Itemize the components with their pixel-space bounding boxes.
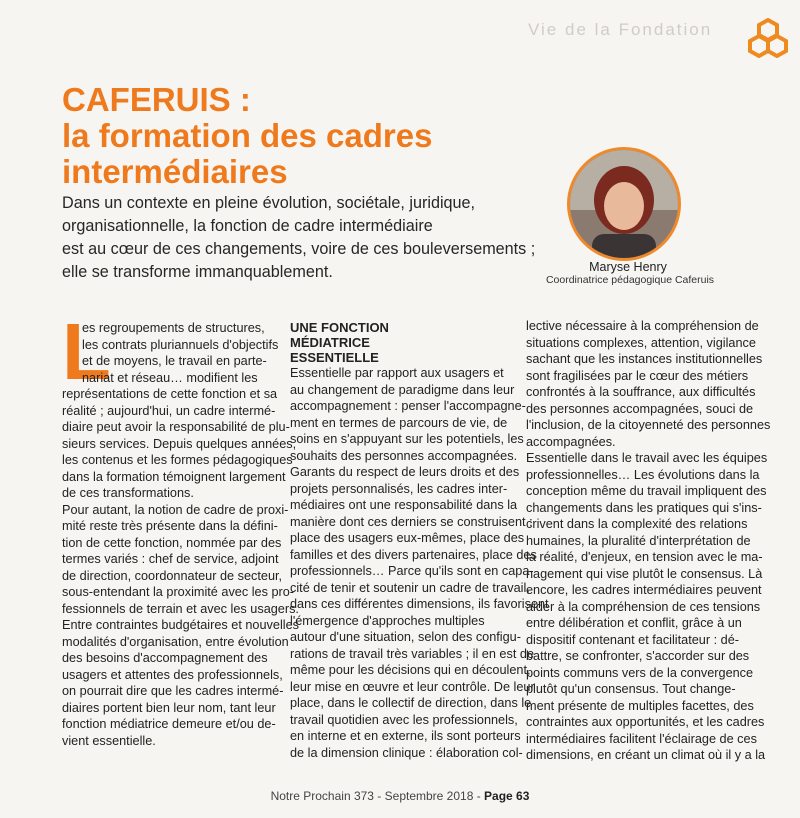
text-line: réalité ; aujourd'hui, un cadre intermé- — [62, 403, 276, 418]
text-line: intermédiaires facilitent l'éclairage de ces — [526, 731, 757, 746]
text-line: les contrats pluriannuels d'objectifs — [82, 337, 279, 352]
text-line: cité de tenir et soutenir un cadre de travail, — [290, 580, 530, 595]
text-line: leur mise en œuvre et leur contrôle. De leur — [290, 679, 535, 694]
text-line: Entre contraintes budgétaires et nouvelles — [62, 618, 299, 632]
portrait-role: Coordinatrice pédagogique Caferuis — [545, 274, 715, 286]
title-line: intermédiaires — [62, 153, 288, 190]
text-line: les contenus et les formes pédagogiques — [62, 453, 293, 467]
text-line: projets personnalisés, les cadres inter- — [290, 481, 508, 496]
text-line: sont fragilisées par le cœur des métiers — [526, 368, 749, 383]
text-line: autour d'une situation, selon des configu- — [290, 630, 521, 644]
text-line: sous-entendant la proximité avec les pro- — [62, 585, 295, 599]
intro-line: organisationnelle, la fonction de cadre intermédiaire — [62, 217, 433, 235]
text-line: nagement qui vise plutôt le consensus. Là — [526, 566, 763, 581]
section-subhead: ESSENTIELLE — [290, 350, 379, 365]
text-line: Essentielle par rapport aux usagers et — [290, 366, 504, 380]
text-line: ment présente de multiples facettes, des — [526, 698, 754, 713]
text-line: et de moyens, le travail en parte- — [82, 354, 267, 368]
article-title — [62, 82, 532, 190]
text-line: lective nécessaire à la compréhension de — [526, 319, 759, 333]
column-2 — [290, 320, 549, 761]
text-line: entre délibération et conflit, grâce à un — [526, 616, 742, 630]
text-line: termes variés : chef de service, adjoint — [62, 552, 279, 566]
text-line: plutôt qu'un consensus. Tout change- — [526, 682, 736, 696]
text-line: modalités d'organisation, entre évolution — [62, 634, 289, 649]
footer-text: Notre Prochain 373 - Septembre 2018 - — [270, 789, 485, 803]
text-line: des besoins d'accompagnement des — [62, 651, 268, 665]
text-line: usagers et attentes des professionnels, — [62, 667, 283, 682]
text-line: de ces transformations. — [62, 486, 194, 500]
text-line: place des usagers eux-mêmes, place des — [290, 531, 525, 545]
portrait-illustration — [570, 150, 678, 258]
text-line: médiaires ont une responsabilité dans la — [290, 498, 518, 512]
column-1 — [62, 320, 299, 749]
text-line: Essentielle dans le travail avec les équipes — [526, 451, 768, 465]
section-tag: Vie de la Fondation — [528, 20, 713, 39]
text-line: mité reste très présente dans la défini- — [62, 519, 278, 533]
text-line: accompagnées. — [526, 434, 616, 449]
title-line: la formation des cadres — [62, 117, 433, 154]
text-line: diaire peut avoir la responsabilité de plu- — [62, 420, 290, 434]
text-line: situations complexes, attention, vigilance — [526, 335, 756, 350]
text-line: représentations de cette fonction et sa — [62, 387, 278, 401]
column-3 — [526, 318, 771, 764]
text-line: confrontés à la souffrance, aux difficultés — [526, 385, 756, 399]
text-line: Garants du respect de leurs droits et des — [290, 465, 520, 479]
text-line: fonction médiatrice demeure et/ou de- — [62, 717, 276, 731]
intro-line: est au cœur de ces changements, voire de ces bouleversements ; — [62, 240, 536, 258]
text-line: la réalité, d'enjeux, en tension avec le ma- — [526, 550, 763, 564]
text-line: crivent dans la complexité des relations — [526, 517, 748, 531]
section-subhead: MÉDIATRICE — [290, 335, 370, 350]
text-line: l'émergence d'approches multiples — [290, 613, 485, 628]
text-line: fessionnels de terrain et avec les usagers. — [62, 601, 299, 616]
text-line: points communs vers de la convergence — [526, 665, 754, 680]
intro-line: elle se transforme immanquablement. — [62, 263, 333, 281]
section-subhead: UNE FONCTION — [290, 320, 389, 335]
text-line: même pour les décisions qui en découlent, — [290, 663, 531, 677]
text-line: sachant que les instances institutionnelles — [526, 352, 763, 366]
text-line: manière dont ces derniers se construisent : — [290, 514, 533, 529]
text-line: soins en s'appuyant sur les potentiels, les — [290, 432, 524, 446]
text-line: dans la formation témoignent largement — [62, 469, 286, 484]
text-line: aider à la compréhension de ces tensions — [526, 599, 761, 614]
intro-line: Dans un contexte en pleine évolution, sociétale, juridique, — [62, 194, 476, 212]
text-line: nariat et réseau… modifient les — [82, 370, 258, 385]
text-line: conception même du travail impliquent des — [526, 484, 767, 498]
text-line: es regroupements de structures, — [82, 321, 265, 335]
text-line: contraintes aux opportunités, et les cadres — [526, 715, 765, 729]
text-line: dispositif contenant et facilitateur : dé- — [526, 632, 739, 647]
page-number: Page 63 — [484, 789, 530, 803]
text-line: rations de travail très variables ; il en est de — [290, 646, 534, 661]
portrait-name: Maryse Henry — [589, 260, 667, 274]
text-line: accompagnement : penser l'accompagne- — [290, 399, 526, 413]
text-line: battre, se confronter, s'accorder sur des — [526, 649, 750, 663]
text-line: humaines, la pluralité d'interprétation de — [526, 533, 751, 548]
text-line: place, dans le collectif de direction, dans le — [290, 696, 532, 710]
text-line: dimensions, en créant un climat où il y a la — [526, 748, 766, 762]
text-line: on pourrait dire que les cadres intermé- — [62, 684, 284, 698]
text-line: travail quotidien avec les professionnels, — [290, 712, 518, 727]
text-line: familles et des divers partenaires, place des — [290, 547, 537, 562]
text-line: dans ces différentes dimensions, ils favorisent — [290, 597, 549, 611]
text-line: changements dans les pratiques qui s'ins- — [526, 500, 762, 515]
intro-paragraph — [62, 192, 536, 284]
portrait-photo — [567, 147, 681, 261]
page-footer — [250, 789, 550, 803]
drop-cap: L — [62, 307, 111, 396]
text-line: ment en termes de parcours de vie, de — [290, 415, 508, 430]
text-line: en interne et en externe, ils sont porteurs — [290, 729, 521, 743]
hexagon-logo-icon — [748, 18, 788, 58]
text-line: tion de cette fonction, nommée par des — [62, 535, 282, 550]
text-line: professionnelles… Les évolutions dans la — [526, 467, 760, 482]
text-line: souhaits des personnes accompagnées. — [290, 448, 518, 463]
text-line: l'inclusion, de la citoyenneté des personnes — [526, 418, 771, 432]
text-line: sieurs services. Depuis quelques années, — [62, 436, 297, 451]
text-line: Pour autant, la notion de cadre de proxi- — [62, 502, 289, 517]
text-line: au changement de paradigme dans leur — [290, 382, 515, 397]
text-line: de direction, coordonnateur de secteur, — [62, 568, 283, 583]
text-line: encore, les cadres intermédiaires peuvent — [526, 583, 762, 597]
text-line: vient essentielle. — [62, 733, 156, 748]
text-line: de la dimension clinique : élaboration col- — [290, 745, 523, 760]
text-line: des personnes accompagnées, souci de — [526, 401, 754, 416]
text-line: professionnels… Parce qu'ils sont en capa- — [290, 564, 534, 578]
title-line: CAFERUIS : — [62, 81, 251, 118]
text-line: diaires portent bien leur nom, tant leur — [62, 700, 276, 715]
